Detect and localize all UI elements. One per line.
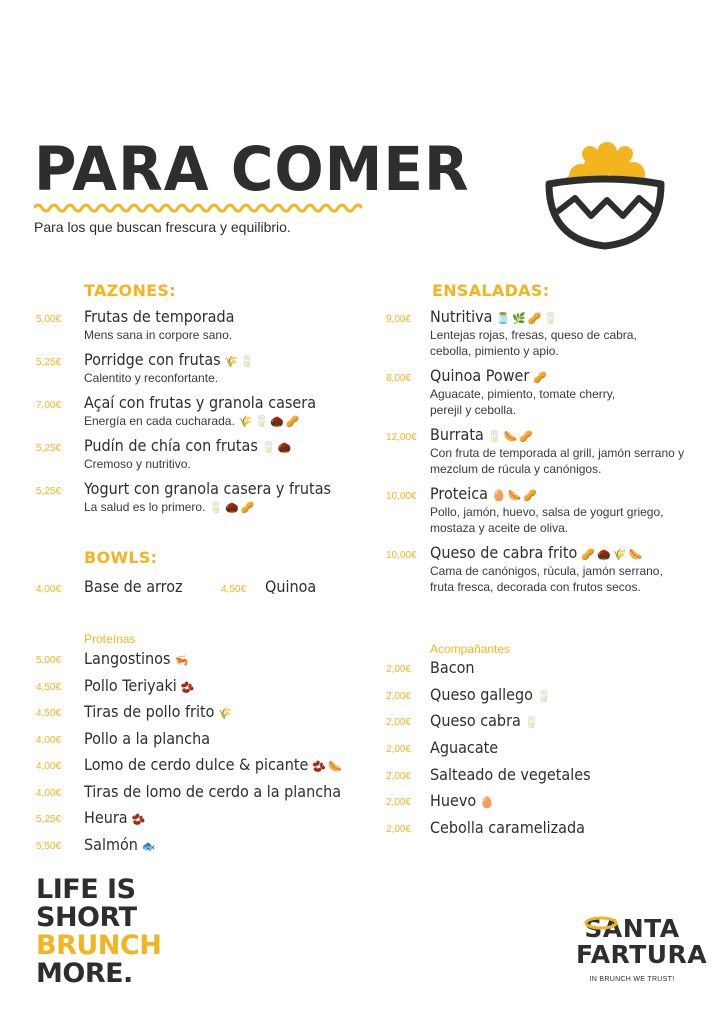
item-name: Açaí con frutas y granola casera [84, 393, 317, 412]
logo-line: SANTA [584, 914, 680, 943]
item-name: Lomo de cerdo dulce & picante [84, 755, 309, 774]
acompanante-item [386, 685, 553, 704]
item-name: Porridge con frutas [84, 350, 221, 369]
slogan-line: MORE. [36, 958, 133, 989]
slogan [36, 876, 161, 988]
proteina-item [36, 676, 197, 695]
item-price: 5,25€ [36, 486, 62, 497]
item-price: 5,50€ [36, 841, 62, 852]
item-price: 4,00€ [36, 761, 62, 772]
bowls-quinoa-item [221, 577, 317, 596]
item-price: 4,50€ [36, 682, 62, 693]
acompanante-item [386, 711, 541, 730]
item-description: Aguacate, pimiento, tomate cherry, perejil y cebolla. [430, 386, 616, 417]
tazones-item [36, 307, 235, 343]
item-name: Yogurt con granola casera y frutas [84, 479, 332, 498]
ensaladas-heading: ENSALADAS: [432, 281, 550, 300]
item-name: Huevo [430, 791, 477, 810]
item-price: 2,00€ [386, 744, 412, 755]
page-subtitle: Para los que buscan frescura y equilibrio. [34, 219, 291, 235]
acompanante-item [386, 765, 591, 784]
item-name: Bacon [430, 658, 475, 677]
bowls-base-item [36, 577, 183, 596]
allergen-icons: 🫘 [131, 813, 148, 826]
item-price: 2,00€ [386, 824, 412, 835]
tazones-item [36, 436, 294, 472]
item-price: 2,00€ [386, 691, 412, 702]
item-name: Base de arroz [84, 577, 183, 596]
item-name: Quinoa Power [430, 366, 530, 385]
item-price: 5,25€ [36, 357, 62, 368]
item-description: Cremoso y nutritivo. [84, 456, 191, 471]
item-name: Tiras de pollo frito [84, 702, 215, 721]
item-price: 2,00€ [386, 717, 412, 728]
allergen-icons: 🥛 [536, 690, 553, 703]
proteina-item [36, 755, 344, 774]
item-name: Salteado de vegetales [430, 765, 591, 784]
allergen-icons: 🌾 [218, 707, 235, 720]
item-price: 2,00€ [386, 664, 412, 675]
page-title: PARA COMER [34, 133, 470, 205]
item-description: Lentejas rojas, fresas, queso de cabra, cebolla, pimiento y apio. [430, 327, 637, 358]
allergen-icons: 🥛🌭🥜 [487, 430, 535, 443]
item-description: Pollo, jamón, huevo, salsa de yogurt griego, mostaza y aceite de oliva. [430, 504, 664, 535]
item-description: Energía en cada cucharada. [84, 413, 235, 428]
slogan-line: SHORT [36, 902, 137, 933]
item-name: Aguacate [430, 738, 499, 757]
item-name: Pudín de chía con frutas [84, 436, 258, 455]
allergen-icons: 🥚🌭🥜 [492, 489, 540, 502]
item-description: La salud es lo primero. [84, 499, 206, 514]
proteina-item [36, 808, 148, 827]
allergen-icons: 🥚 [480, 796, 496, 809]
allergen-icons: 🦐 [174, 654, 191, 667]
proteina-item [36, 835, 158, 854]
item-price: 5,00€ [36, 655, 62, 666]
bowl-icon [543, 140, 668, 252]
item-name: Tiras de lomo de cerdo a la plancha [84, 782, 342, 801]
item-price: 10,00€ [386, 550, 417, 561]
allergen-icons: 🌾🥛 [224, 355, 257, 368]
santa-fartura-logo [576, 914, 708, 983]
ensalada-item [386, 484, 700, 536]
acompanantes-heading: Acompañantes [430, 642, 511, 656]
proteina-item [36, 729, 211, 748]
allergen-icons: 🥛🌰🥜 [209, 501, 257, 514]
wavy-underline [34, 202, 362, 214]
item-price: 12,00€ [386, 432, 417, 443]
item-price: 9,00€ [386, 314, 412, 325]
ensalada-item [386, 425, 700, 477]
tazones-item [36, 479, 332, 515]
allergen-icons: 🫙🌿🥜🥛 [496, 312, 560, 325]
ensalada-item [386, 543, 700, 595]
ensalada-item [386, 307, 700, 359]
item-description: Con fruta de temporada al grill, jamón serrano y mezclum de rúcula y canónigos. [430, 445, 685, 476]
proteina-item [36, 782, 342, 801]
acompanante-item [386, 818, 585, 837]
logo-tagline: IN BRUNCH WE TRUST! [589, 976, 675, 983]
item-price: 5,25€ [36, 443, 62, 454]
allergen-icons: 🌾🥛🌰🥜 [238, 415, 302, 428]
tazones-heading: TAZONES: [84, 281, 176, 300]
acompanante-item [386, 738, 499, 757]
item-description: Mens sana in corpore sano. [84, 327, 233, 342]
item-price: 4,00€ [36, 788, 62, 799]
proteina-item [36, 649, 191, 668]
item-price: 10,00€ [386, 491, 417, 502]
item-description: Calentito y reconfortante. [84, 370, 219, 385]
tazones-item [36, 393, 317, 429]
item-name: Queso de cabra frito [430, 543, 578, 562]
item-price: 5,25€ [36, 814, 62, 825]
item-name: Langostinos [84, 649, 171, 668]
allergen-icons: 🫘 [180, 681, 197, 694]
item-name: Cebolla caramelizada [430, 818, 585, 837]
slogan-line: LIFE IS [36, 874, 136, 905]
slogan-line: BRUNCH [36, 930, 162, 961]
allergen-icons: 🥛🌰 [261, 441, 294, 454]
item-price: 5,00€ [36, 314, 62, 325]
logo-line: FARTURA [576, 940, 708, 969]
allergen-icons: 🫘🌭 [312, 760, 344, 773]
item-price: 4,00€ [36, 584, 62, 595]
item-name: Pollo Teriyaki [84, 676, 177, 695]
allergen-icons: 🥜 [533, 371, 549, 384]
item-name: Pollo a la plancha [84, 729, 211, 748]
item-name: Queso cabra [430, 711, 521, 730]
item-name: Queso gallego [430, 685, 533, 704]
item-price: 8,00€ [386, 373, 412, 384]
acompanante-item [386, 658, 475, 677]
item-name: Salmón [84, 835, 138, 854]
item-price: 4,00€ [36, 735, 62, 746]
allergen-icons: 🥛 [524, 716, 541, 729]
allergen-icons: 🐟 [141, 840, 158, 853]
proteinas-heading: Proteínas [84, 632, 136, 646]
proteina-item [36, 702, 235, 721]
allergen-icons: 🥜🌰🌾🌭 [581, 548, 645, 561]
item-price: 4,50€ [36, 708, 62, 719]
item-name: Nutritiva [430, 307, 493, 326]
item-price: 2,00€ [386, 771, 412, 782]
halo-icon [584, 916, 618, 930]
item-price: 7,00€ [36, 400, 62, 411]
item-name: Heura [84, 808, 128, 827]
item-name: Frutas de temporada [84, 307, 235, 326]
item-price: 4,50€ [221, 584, 247, 595]
acompanante-item [386, 791, 496, 810]
item-name: Burrata [430, 425, 484, 444]
item-name: Quinoa [265, 577, 317, 596]
item-name: Proteica [430, 484, 488, 503]
item-price: 2,00€ [386, 797, 412, 808]
ensalada-item [386, 366, 700, 418]
item-description: Cama de canónigos, rúcula, jamón serrano, fruta fresca, decorada con frutos secos. [430, 563, 663, 594]
bowls-heading: BOWLS: [84, 548, 158, 567]
tazones-item [36, 350, 257, 386]
